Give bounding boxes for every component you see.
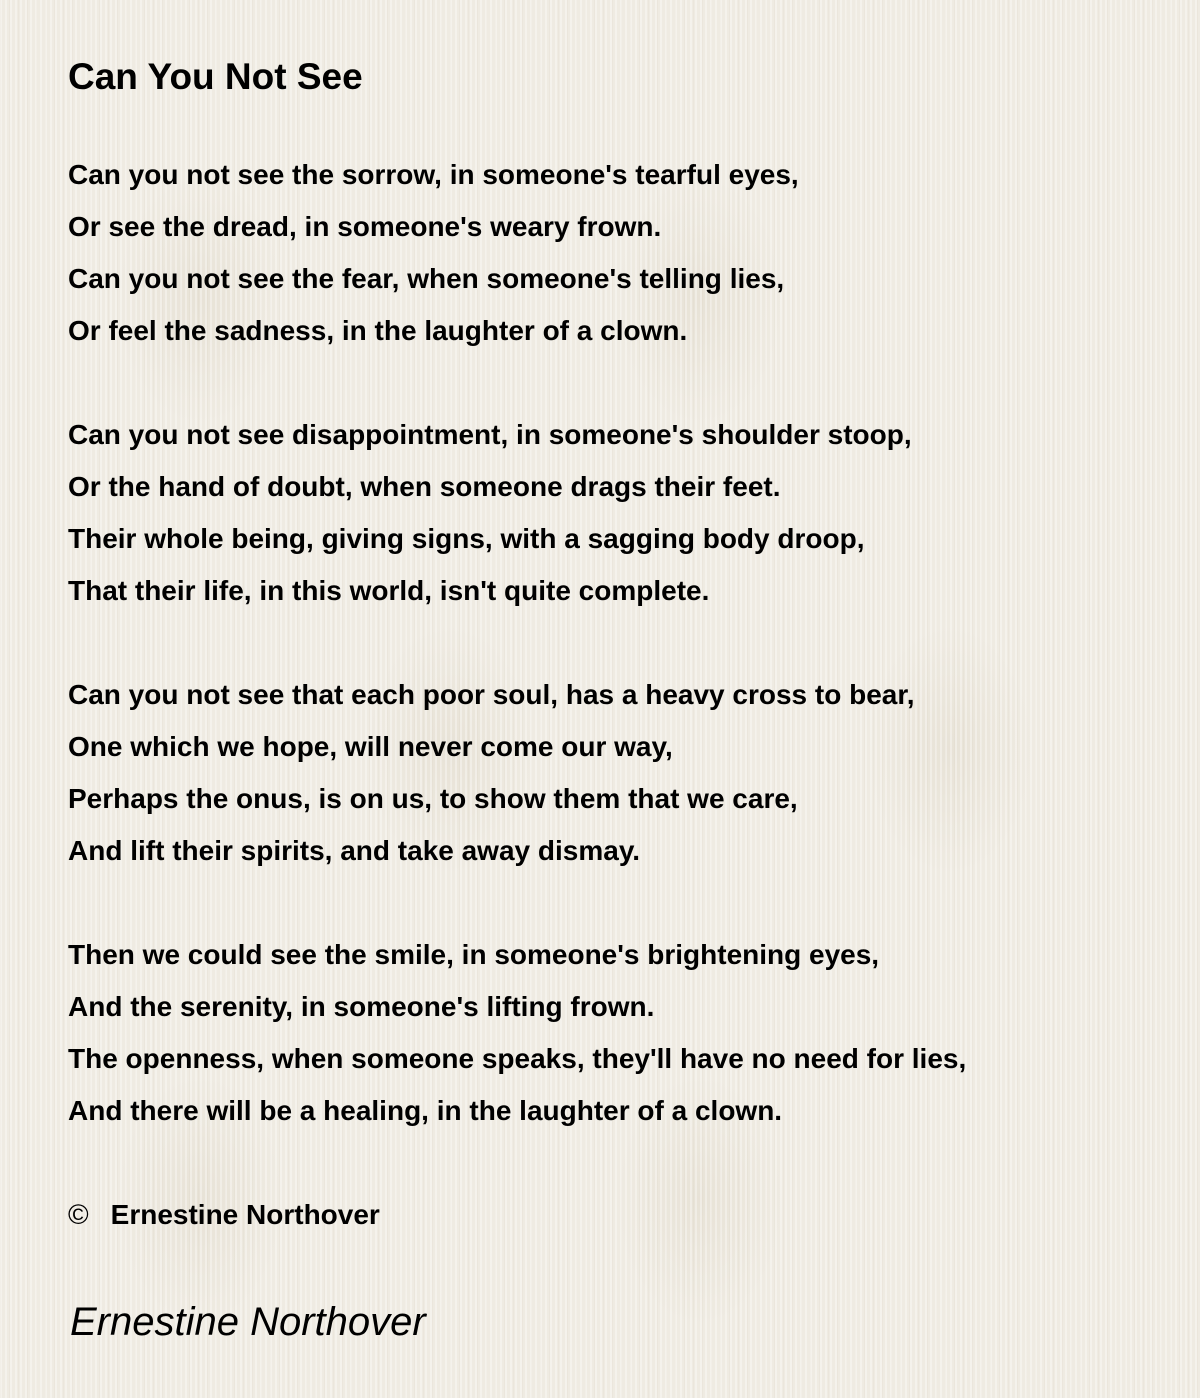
poem-line: Then we could see the smile, in someone's brightening eyes, [68, 939, 880, 970]
poem-line: Or the hand of doubt, when someone drags their feet. [68, 471, 781, 502]
poem-line: Perhaps the onus, is on us, to show them that we care, [68, 783, 798, 814]
poem-line: Their whole being, giving signs, with a sagging body droop, [68, 523, 865, 554]
poem-line: One which we hope, will never come our way, [68, 731, 673, 762]
poem-line: That their life, in this world, isn't quite complete. [68, 575, 710, 606]
poem-line: And lift their spirits, and take away dismay. [68, 835, 641, 866]
poem-line: The openness, when someone speaks, they'll have no need for lies, [68, 1043, 967, 1074]
poem-line: Or feel the sadness, in the laughter of a clown. [68, 315, 688, 346]
stanza-4 [68, 929, 966, 1137]
author-signature: Ernestine Northover [70, 1300, 426, 1344]
poem-line: And there will be a healing, in the laughter of a clown. [68, 1095, 783, 1126]
poem-line: And the serenity, in someone's lifting frown. [68, 991, 655, 1022]
poem-body [68, 149, 966, 1189]
stanza-3 [68, 669, 966, 877]
stanza-1 [68, 149, 966, 357]
poem-line: Or see the dread, in someone's weary frown. [68, 211, 662, 242]
poem-line: Can you not see the fear, when someone's telling lies, [68, 263, 785, 294]
copyright-author: Ernestine Northover [110, 1199, 380, 1230]
stanza-2 [68, 409, 966, 617]
poem-title: Can You Not See [68, 56, 363, 97]
copyright-icon: © [68, 1199, 89, 1230]
poem-line: Can you not see that each poor soul, has a heavy cross to bear, [68, 679, 915, 710]
poem-line: Can you not see the sorrow, in someone's tearful eyes, [68, 159, 799, 190]
copyright-notice [68, 1189, 380, 1241]
poem-line: Can you not see disappointment, in someone's shoulder stoop, [68, 419, 912, 450]
